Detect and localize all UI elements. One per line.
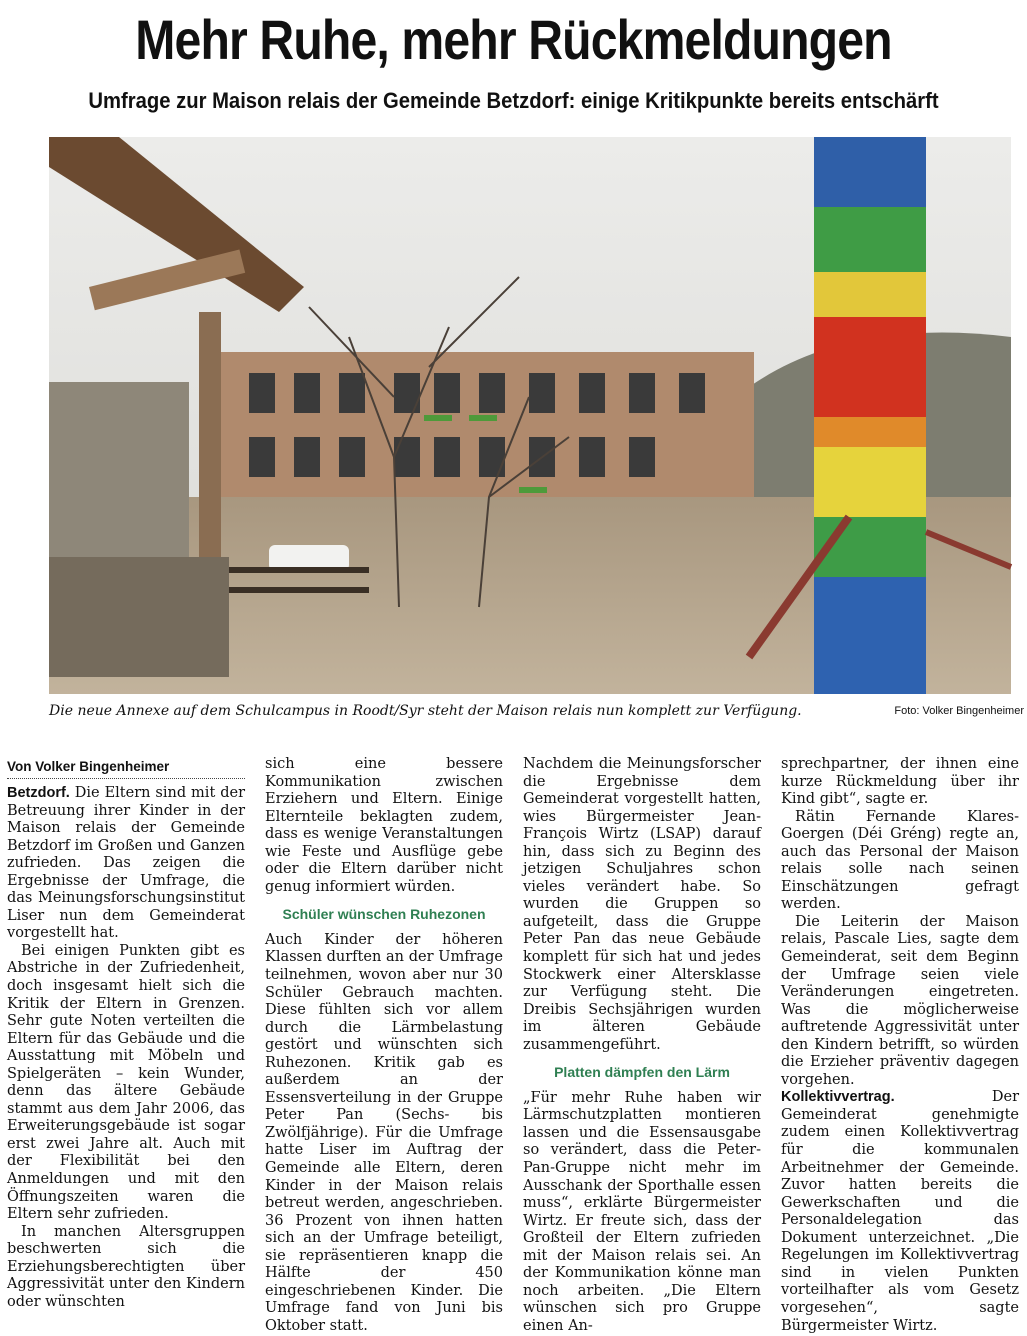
column-2	[265, 756, 503, 1334]
photo-caption: Die neue Annexe auf dem Schulcampus in Roodt/Syr steht der Maison relais nun komplett zur Verfügung.	[49, 703, 802, 719]
paragraph: sprechpartner, der ihnen eine kurze Rückmeldung über ihr Kind gibt“, sagte er.	[781, 756, 1019, 808]
column-4	[781, 756, 1019, 1334]
paragraph: In manchen Altersgruppen beschwerten sich die Erziehungsberechtigten über Aggressivität unter den Kindern oder wünschten	[7, 1223, 245, 1310]
paragraph: „Für mehr Ruhe haben wir Lärmschutzplatten montieren lassen und die Essensausgabe so verändert, dass die Peter-Pan-Gruppe nicht mehr im Ausschank der Sporthalle essen muss“, erklärte Bürgermeister Wirtz. Er freute sich, dass der Großteil der Eltern zufrieden mit der Maison relais sei. An der Kommunikation könne man noch arbeiten. „Die Eltern wünschen sich pro Gruppe einen An-	[523, 1089, 761, 1334]
headline: Mehr Ruhe, mehr Rückmeldungen	[135, 8, 892, 71]
interheading: Platten dämpfen den Lärm	[554, 1064, 730, 1081]
paragraph	[7, 785, 245, 943]
paragraph	[781, 1089, 1019, 1335]
paragraph: Auch Kinder der höheren Klassen durften an der Umfrage teilnehmen, wovon aber nur 30 Schüler Gebrauch machten. Diese fühlten sich vor allem durch die Lärmbelastung gestört und wünschten sich Ruhezonen. Kritik gab es außerdem an der Essensverteilung in der Gruppe Peter Pan (Sechs- bis Zwölfjährige). Für die Umfrage hatte Liser im Auftrag der Gemeinde alle Eltern, deren Kinder in der Maison relais betreut werden, angeschrieben. 36 Prozent von ihnen hatten sich an der Umfrage beteiligt, sie repräsentieren knapp die Hälfte der 450 eingeschriebenen Kinder. Die Umfrage fand von Juni bis Oktober statt.	[265, 931, 503, 1334]
article-photo	[49, 137, 1011, 694]
paragraph: Die Leiterin der Maison relais, Pascale Lies, sagte dem Gemeinderat, seit dem Beginn der Umfrage seien viele Veränderungen eingetreten. Was die möglicherweise auftretende Aggressivität unter den Kindern betrifft, so würden die Erzieher präventiv dagegen vorgehen.	[781, 913, 1019, 1088]
column-3	[523, 756, 761, 1334]
photo-credit: Foto: Volker Bingenheimer	[894, 705, 1024, 717]
caption-row	[49, 703, 1024, 723]
paragraph: Rätin Fernande Klares-Goergen (Déi Gréng) regte an, auch das Personal der Maison relais solle nach seinen Einschätzungen gefragt werden.	[781, 808, 1019, 913]
dateline: Betzdorf.	[7, 785, 70, 801]
article-columns	[7, 756, 1022, 1334]
interheading: Schüler wünschen Ruhezonen	[282, 906, 486, 923]
byline: Von Volker Bingenheimer	[7, 756, 245, 779]
paragraph: Nachdem die Meinungsforscher die Ergebnisse dem Gemeinderat vorgestellt hatten, wies Bürgermeister Jean-François Wirtz (LSAP) darauf hin, dass sich zu Beginn des jetzigen Schuljahres schon vieles verändert habe. So wurden die Gruppen so aufgeteilt, dass die Gruppe Peter Pan das neue Gebäude komplett für sich hat und jedes Stockwerk einer Altersklasse zur Verfügung steht. Die Dreibis Sechsjährigen wurden im älteren Gebäude zusammengeführt.	[523, 756, 761, 1053]
subheadline: Umfrage zur Maison relais der Gemeinde Betzdorf: einige Kritikpunkte bereits entschärft	[88, 88, 939, 113]
paragraph: sich eine bessere Kommunikation zwischen Erziehern und Eltern. Einige Elternteile beklagten zudem, dass es wenige Veranstaltungen wie Feste und Ausflüge gebe oder die Eltern darüber nicht genug informiert würden.	[265, 756, 503, 895]
section-lead: Kollektivvertrag.	[781, 1089, 895, 1106]
paragraph-text: Die Eltern sind mit der Betreuung ihrer Kinder in der Maison relais der Gemeinde Betzdorf im Großen und Ganzen zufrieden. Das zeigen die Ergebnisse der Umfrage, die das Meinungsforschungsinstitut Liser nun dem Gemeinderat vorgestellt hat.	[7, 785, 246, 942]
paragraph: Bei einigen Punkten gibt es Abstriche in der Zufriedenheit, doch insgesamt hielt sich die Kritik der Eltern in Grenzen. Sehr gute Noten verteilten die Eltern für das Gebäude und die Ausstattung mit Möbeln und Spielgeräten – kein Wunder, denn das ältere Gebäude stammt aus dem Jahr 2006, das Erweiterungsgebäude ist sogar erst zwei Jahre alt. Auch mit der Flexibilität bei den Anmeldungen und mit den Öffnungszeiten waren die Eltern sehr zufrieden.	[7, 942, 245, 1223]
paragraph-text: Der Gemeinderat genehmigte zudem einen Kollektivvertrag für die kommunalen Arbeitnehmer der Gemeinde. Zuvor hatten bereits die Gewerkschaften und die Personaldelegation das Dokument unterzeichnet. „Die Regelungen im Kollektivvertrag sind in vielen Punkten vorteilhafter als vom Gesetz vorgesehen“, sagte Bürgermeister Wirtz.	[781, 1089, 1019, 1334]
column-1	[7, 756, 246, 1310]
